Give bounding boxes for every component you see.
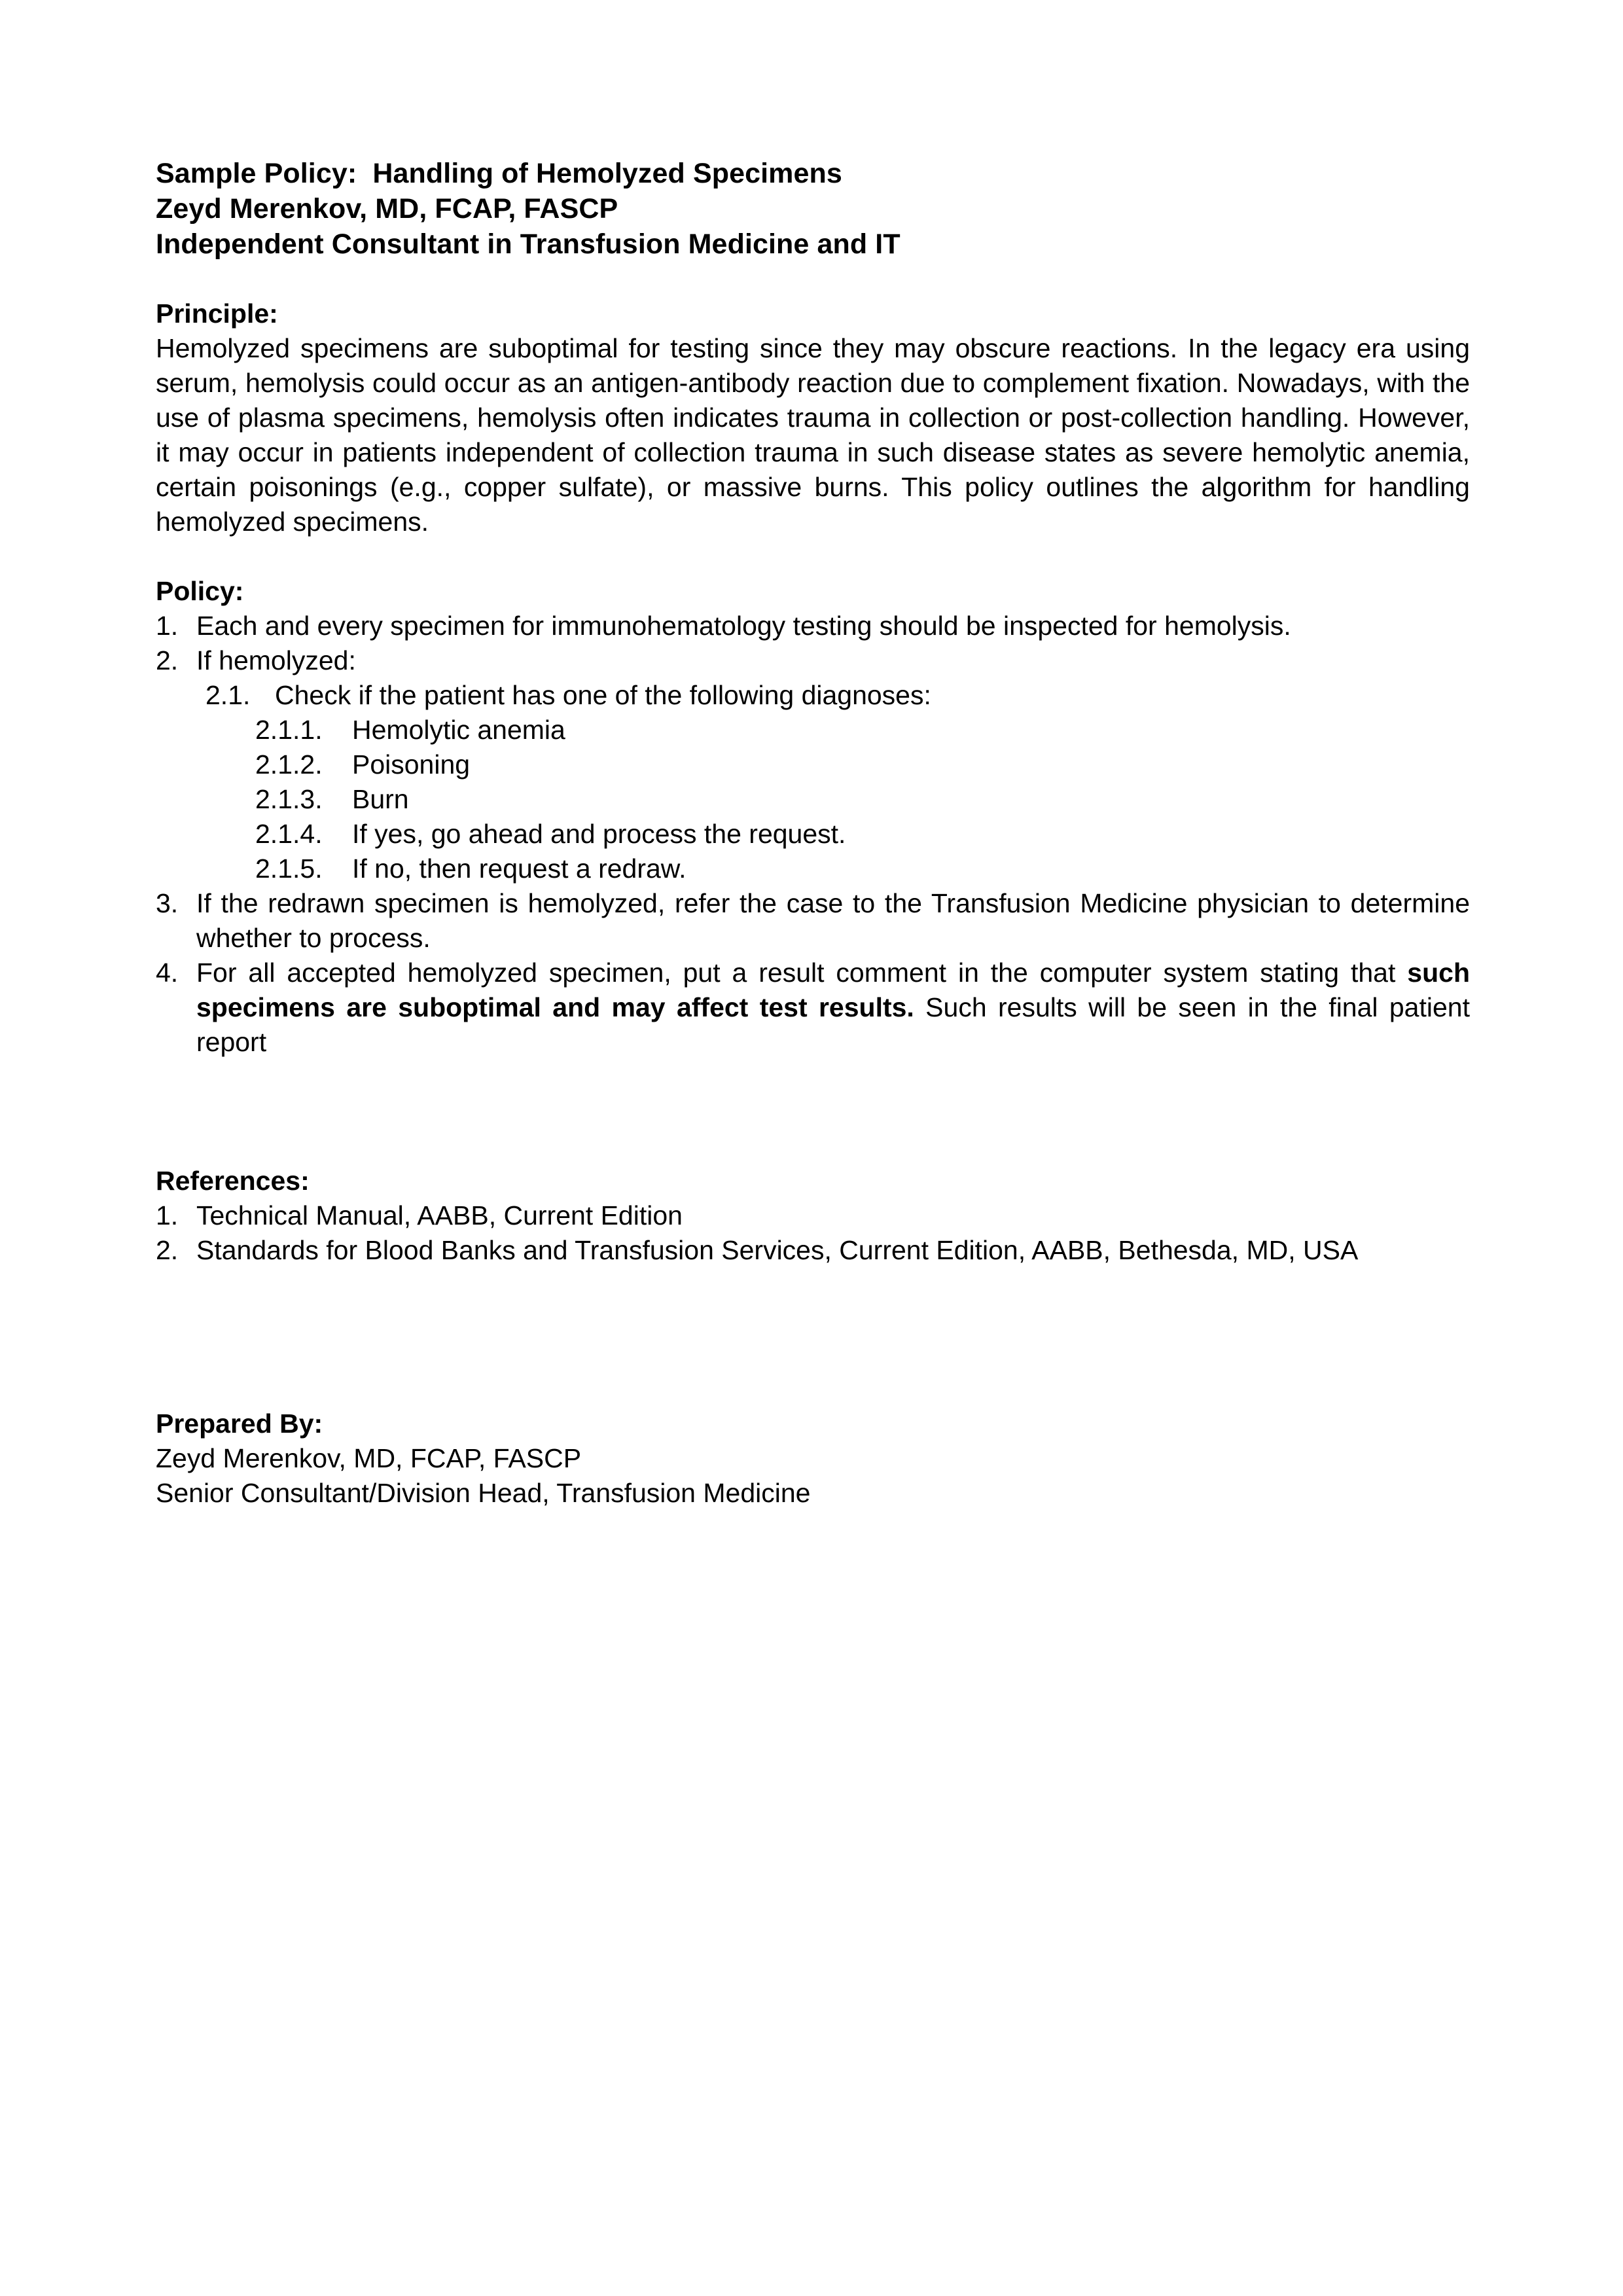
- list-item: [255, 852, 1470, 886]
- principle-paragraph: Hemolyzed specimens are suboptimal for testing since they may obscure reactions. In the legacy era using serum, hemolysis could occur as an antigen-antibody reaction due to complement fixation. Nowadays, with the use of plasma specimens, hemolysis often indicates trauma in collection or post-collection handling. However, it may occur in patients independent of collection trauma in such disease states as severe hemolytic anemia, certain poisonings (e.g., copper sulfate), or massive burns. This policy outlines the algorithm for handling hemolyzed specimens.: [156, 333, 1470, 537]
- list-marker: 2.1.5.: [255, 853, 323, 884]
- list-item: [156, 1233, 1470, 1268]
- list-item-text: Hemolytic anemia: [352, 715, 565, 745]
- list-marker: 1.: [156, 611, 179, 641]
- list-item: [255, 747, 1470, 782]
- list-item-text: Check if the patient has one of the following diagnoses:: [275, 680, 931, 710]
- list-item-text-emphasis: such specimens are suboptimal and may affect test results.: [196, 958, 1470, 1022]
- list-marker: 4.: [156, 958, 179, 988]
- prepared-by-heading: Prepared By:: [156, 1408, 323, 1439]
- list-item-text: Technical Manual, AABB, Current Edition: [196, 1200, 683, 1230]
- references-heading: References:: [156, 1166, 310, 1196]
- author-affiliation: Independent Consultant in Transfusion Medicine and IT: [156, 228, 901, 260]
- list-item-text: If the redrawn specimen is hemolyzed, refer the case to the Transfusion Medicine physician to determine whether to process.: [196, 888, 1470, 953]
- spacer: [156, 262, 1470, 296]
- spacer: [156, 1060, 1470, 1164]
- document-title-block: [156, 156, 1470, 262]
- spacer: [156, 1268, 1470, 1372]
- list-item-text: Each and every specimen for immunohematology testing should be inspected for hemolysis.: [196, 611, 1291, 641]
- list-item: [156, 956, 1470, 1060]
- document-body: [156, 156, 1470, 1511]
- list-marker: 1.: [156, 1200, 179, 1230]
- list-item-text-plain: For all accepted hemolyzed specimen, put a result comment in the computer system stating that: [196, 958, 1408, 988]
- list-item: [205, 678, 1470, 713]
- prepared-by-name: Zeyd Merenkov, MD, FCAP, FASCP: [156, 1443, 582, 1473]
- list-marker: 2.1.4.: [255, 819, 323, 849]
- list-item: [156, 643, 1470, 678]
- list-item-text: Poisoning: [352, 749, 471, 780]
- list-item: [255, 817, 1470, 852]
- policy-list: [156, 609, 1470, 1060]
- list-item-text: Burn: [352, 784, 409, 814]
- spacer: [156, 539, 1470, 574]
- list-item-text: Standards for Blood Banks and Transfusion Services, Current Edition, AABB, Bethesda, MD, USA: [196, 1235, 1359, 1265]
- list-marker: 2.: [156, 1235, 179, 1265]
- list-item: [255, 782, 1470, 817]
- page-title: Sample Policy: Handling of Hemolyzed Specimens: [156, 158, 842, 189]
- list-marker: 3.: [156, 888, 179, 918]
- list-marker: 2.1.: [205, 680, 251, 710]
- list-marker: 2.1.1.: [255, 715, 323, 745]
- list-item-text: If yes, go ahead and process the request.: [352, 819, 846, 849]
- references-list: [156, 1198, 1470, 1268]
- list-item: [156, 609, 1470, 643]
- prepared-by-role: Senior Consultant/Division Head, Transfusion Medicine: [156, 1478, 811, 1508]
- author-name: Zeyd Merenkov, MD, FCAP, FASCP: [156, 193, 618, 224]
- list-item: [156, 1198, 1470, 1233]
- principle-heading: Principle:: [156, 298, 278, 329]
- list-item-text-trailing: Such results will be seen in the final patient report: [196, 992, 1470, 1057]
- list-item-text: If hemolyzed:: [196, 645, 356, 675]
- list-marker: 2.1.3.: [255, 784, 323, 814]
- list-item: [255, 713, 1470, 747]
- policy-heading: Policy:: [156, 576, 244, 606]
- list-marker: 2.1.2.: [255, 749, 323, 780]
- list-item: [156, 886, 1470, 956]
- list-item-text: If no, then request a redraw.: [352, 853, 687, 884]
- list-marker: 2.: [156, 645, 179, 675]
- spacer: [156, 1372, 1470, 1407]
- list-item-text: [196, 956, 1470, 1060]
